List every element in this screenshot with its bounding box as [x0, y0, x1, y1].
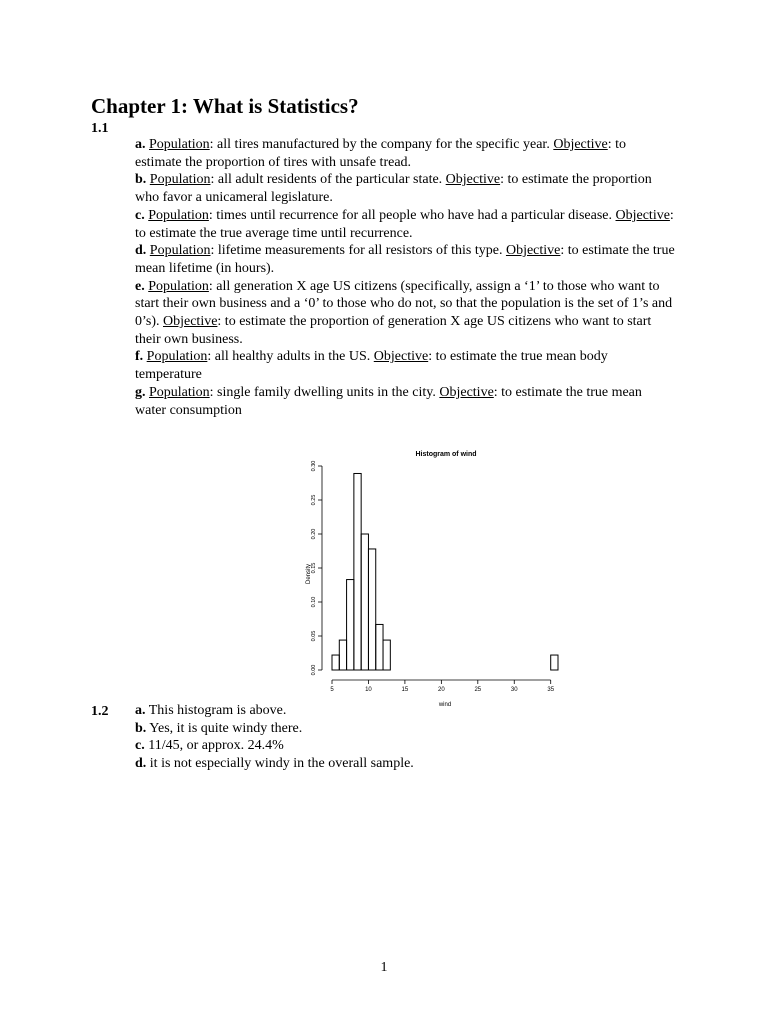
- answer-text: : to estimate the proportion of generation X age US citizens who want to start their own business.: [135, 314, 652, 347]
- answer-label: g.: [135, 384, 146, 400]
- histogram-bar: [368, 549, 375, 670]
- answer-text: : all healthy adults in the US.: [207, 349, 374, 365]
- x-tick-label: 15: [401, 687, 409, 693]
- underlined-term: Objective: [553, 137, 608, 152]
- answer-label: c.: [135, 207, 145, 223]
- answer-item: [135, 207, 675, 242]
- underlined-term: Objective: [505, 243, 561, 259]
- histogram-bar: [376, 624, 383, 670]
- y-tick-label: 0.05: [311, 630, 317, 642]
- histogram-bar: [551, 655, 558, 670]
- answer-label: e.: [135, 278, 145, 294]
- x-tick-label: 25: [474, 687, 482, 693]
- answer-label: a.: [135, 137, 146, 152]
- x-tick-label: 20: [438, 687, 445, 693]
- answer-text: : times until recurrence for all people who have had a particular disease.: [208, 207, 616, 223]
- underlined-term: Population: [149, 384, 210, 400]
- histogram-bar: [332, 655, 339, 670]
- answer-text: it is not especially windy in the overall sample.: [149, 756, 414, 772]
- answer-label: a.: [135, 703, 146, 718]
- answer-item: [135, 278, 675, 349]
- underlined-term: Objective: [445, 172, 501, 188]
- histogram-y-label: Density: [306, 563, 312, 585]
- answer-item: [135, 171, 675, 206]
- underlined-term: Objective: [373, 349, 429, 365]
- answer-text: Yes, it is quite windy there.: [149, 720, 303, 736]
- underlined-term: Population: [149, 243, 211, 259]
- answer-item: [135, 737, 675, 755]
- underlined-term: Objective: [439, 384, 494, 400]
- y-tick-label: 0.00: [311, 664, 317, 676]
- underlined-term: Objective: [615, 207, 670, 223]
- histogram-bar: [354, 473, 361, 670]
- histogram-x-label: wind: [438, 702, 452, 708]
- y-tick-label: 0.10: [311, 596, 317, 608]
- answer-item: [135, 720, 675, 738]
- answer-text: : lifetime measurements for all resistors of this type.: [210, 243, 506, 259]
- answer-text: : to estimate the true mean body temperature: [135, 349, 608, 383]
- answer-label: f.: [135, 349, 144, 365]
- answer-label: b.: [135, 172, 147, 188]
- x-tick-label: 10: [365, 687, 372, 693]
- underlined-term: Population: [149, 137, 210, 152]
- underlined-term: Population: [146, 349, 208, 365]
- x-tick-label: 35: [547, 687, 555, 693]
- page-number: 1: [380, 960, 388, 975]
- underlined-term: Population: [148, 278, 209, 294]
- answer-text: : to estimate the proportion who favor a unicameral legislature.: [135, 172, 652, 206]
- histogram-title: Histogram of wind: [415, 451, 477, 458]
- y-tick-label: 0.20: [311, 528, 317, 540]
- answer-text: : to estimate the proportion of tires with unsafe tread.: [135, 137, 627, 170]
- answer-item: [135, 242, 675, 277]
- answer-text: : all generation X age US citizens (specifically, assign a ‘1’ to those who want to start their own business and a ‘0’ to those who do not, so that the population is the set of 1’s and 0’s).: [135, 278, 673, 330]
- section-1-2-items: [135, 702, 675, 773]
- chapter-title: Chapter 1: What is Statistics?: [91, 94, 359, 118]
- answer-text: : single family dwelling units in the city.: [209, 384, 440, 400]
- section-1-1-items: [135, 136, 675, 419]
- answer-label: b.: [135, 720, 147, 736]
- underlined-term: Population: [148, 207, 209, 223]
- x-tick-label: 30: [510, 687, 518, 693]
- section-number-1-2: 1.2: [91, 704, 109, 719]
- section-number-1-1: 1.1: [91, 121, 109, 136]
- y-tick-label: 0.30: [311, 460, 317, 472]
- histogram-bar: [347, 580, 354, 670]
- answer-item: [135, 136, 675, 171]
- underlined-term: Objective: [163, 314, 218, 330]
- answer-label: c.: [135, 738, 145, 754]
- answer-item: [135, 755, 675, 773]
- underlined-term: Population: [149, 172, 211, 188]
- histogram-bar: [383, 640, 390, 670]
- answer-text: : to estimate the true average time until recurrence.: [135, 207, 674, 241]
- answer-text: This histogram is above.: [148, 703, 287, 718]
- x-tick-label: 5: [330, 687, 334, 693]
- answer-item: [135, 348, 675, 383]
- answer-item: [135, 702, 675, 720]
- answer-label: d.: [135, 243, 147, 259]
- answer-text: : to estimate the true mean lifetime (in hours).: [135, 243, 675, 276]
- wind-histogram: [292, 444, 562, 712]
- answer-text: : all adult residents of the particular state.: [210, 172, 446, 188]
- y-tick-label: 0.15: [311, 562, 317, 574]
- histogram-bar: [339, 640, 346, 670]
- histogram-bar: [361, 534, 368, 670]
- answer-text: : to estimate the true mean water consumption: [135, 384, 642, 418]
- answer-item: [135, 384, 675, 419]
- y-tick-label: 0.25: [311, 494, 317, 506]
- answer-text: : all tires manufactured by the company for the specific year.: [209, 137, 554, 152]
- answer-label: d.: [135, 756, 147, 772]
- answer-text: 11/45, or approx. 24.4%: [148, 738, 284, 754]
